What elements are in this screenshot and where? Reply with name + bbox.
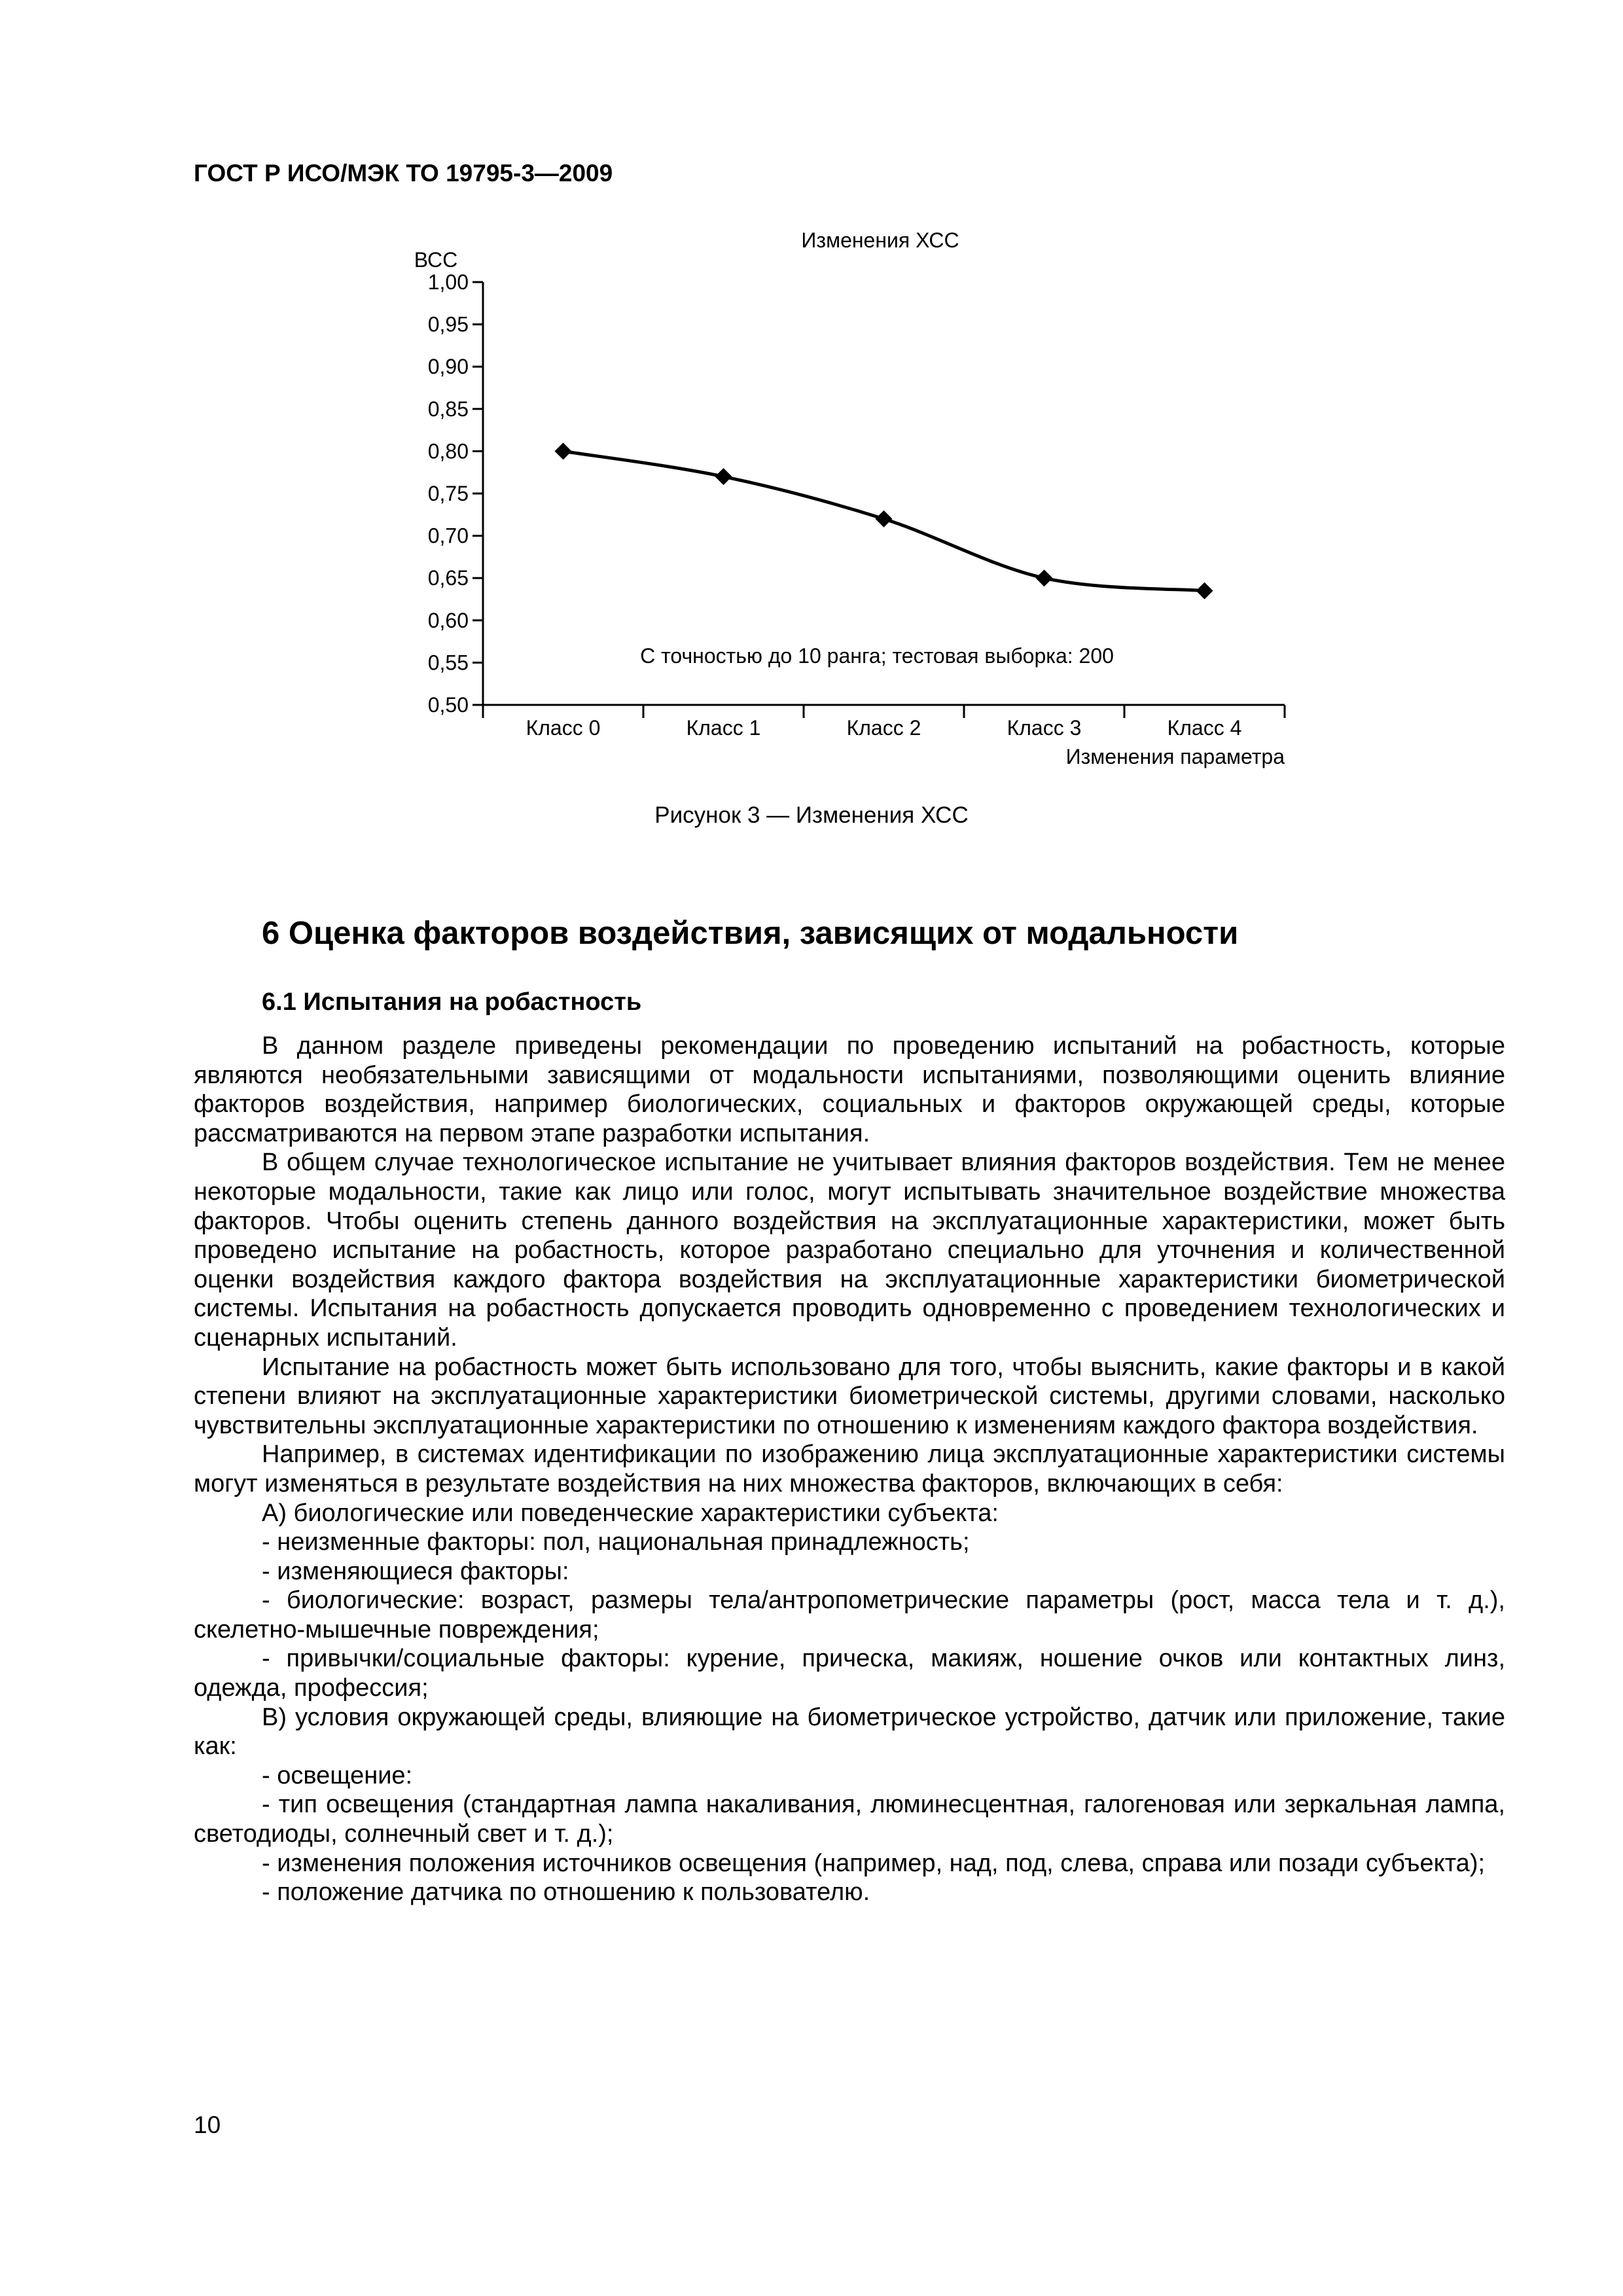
y-tick-label: 0,55: [427, 651, 469, 675]
data-point: [876, 511, 893, 528]
document-header: ГОСТ Р ИСО/МЭК ТО 19795-3—2009: [194, 160, 613, 187]
list-item: - привычки/социальные факторы: курение, прическа, макияж, ношение очков или контактных линз, одежда, профессия;: [194, 1645, 1505, 1702]
x-tick-label: Класс 4: [1167, 716, 1242, 740]
y-tick-label: 1,00: [427, 270, 469, 294]
y-tick-label: 0,60: [427, 608, 469, 632]
list-item: - освещение:: [262, 1761, 413, 1789]
data-point: [715, 468, 732, 485]
list-item: - биологические: возраст, размеры тела/антропометрические параметры (рост, масса тела и т. д.), скелетно-мышечные повреждения;: [194, 1587, 1505, 1643]
list-item: А) биологические или поведенческие характеристики субъекта:: [262, 1499, 999, 1527]
y-tick-label: 0,75: [427, 482, 469, 505]
list-item: - изменяющиеся факторы:: [262, 1557, 569, 1585]
x-tick-label: Класс 3: [1007, 716, 1082, 740]
list-item: - изменения положения источников освещения (например, над, под, слева, справа или позади субъекта);: [262, 1849, 1486, 1877]
chart-xlabel: Изменения параметра: [1065, 745, 1285, 768]
chart-title: Изменения ХСС: [801, 228, 959, 252]
paragraph: В общем случае технологическое испытание не учитывает влияния факторов воздействия. Тем не менее некоторые модальности, такие как лицо или голос, могут испытывать значительное воздействие множества факторов. Чтобы оценить степень данного воздействия на эксплуатационные характеристики, может быть проведено испытание на робастность, которое разработано специально для уточнения и количественной оценки воздействия каждого фактора воздействия на эксплуатационные характеристики биометрической системы. Испытания на робастность допускается проводить одновременно с проведением технологических и сценарных испытаний.: [194, 1149, 1505, 1352]
chart-annotation: С точностью до 10 ранга; тестовая выборка: 200: [640, 644, 1114, 668]
y-tick-label: 0,50: [427, 693, 469, 717]
y-tick-label: 0,80: [427, 439, 469, 463]
data-point: [555, 442, 572, 459]
list-item: - неизменные факторы: пол, национальная принадлежность;: [262, 1528, 970, 1556]
y-tick-label: 0,70: [427, 524, 469, 548]
list-item: - положение датчика по отношению к пользователю.: [262, 1878, 870, 1907]
data-point: [1196, 583, 1213, 600]
figure-caption: Рисунок 3 — Изменения ХСС: [654, 802, 969, 828]
data-point: [1036, 569, 1053, 586]
x-tick-label: Класс 2: [846, 716, 921, 740]
y-tick-label: 0,85: [427, 397, 469, 421]
x-tick-label: Класс 0: [526, 716, 601, 740]
section-title: 6 Оценка факторов воздействия, зависящих от модальности: [262, 916, 1239, 951]
y-tick-label: 0,95: [427, 312, 469, 336]
list-item: В) условия окружающей среды, влияющие на биометрическое устройство, датчик или приложение, такие как:: [194, 1703, 1505, 1761]
chart-ylabel: ВСС: [414, 248, 458, 272]
subsection-title: 6.1 Испытания на робастность: [262, 988, 642, 1016]
paragraph: Испытание на робастность может быть использовано для того, чтобы выяснить, какие факторы и в какой степени влияют на эксплуатационные характеристики биометрической системы, другими словами, насколько чувствительны эксплуатационные характеристики по отношению к изменениям каждого фактора воздействия.: [194, 1353, 1505, 1439]
body-text: [194, 1031, 1505, 1907]
y-tick-label: 0,65: [427, 566, 469, 590]
page-number: 10: [194, 2111, 221, 2138]
paragraph: В данном разделе приведены рекомендации по проведению испытаний на робастность, которые являются необязательными зависящими от модальности испытаниями, позволяющими оценить влияние факторов воздействия, например биологических, социальных и факторов окружающей среды, которые рассматриваются на первом этапе разработки испытания.: [194, 1032, 1505, 1147]
chart-plot-area: [428, 270, 1285, 740]
y-tick-label: 0,90: [427, 355, 469, 379]
paragraph: Например, в системах идентификации по изображению лица эксплуатационные характеристики системы могут изменяться в результате воздействия на них множества факторов, включающих в себя:: [194, 1441, 1505, 1498]
bcc-line-chart: [0, 0, 1623, 798]
list-item: - тип освещения (стандартная лампа накаливания, люминесцентная, галогеновая или зеркальная лампа, светодиоды, солнечный свет и т. д.);: [194, 1791, 1505, 1848]
x-tick-label: Класс 1: [686, 716, 761, 740]
